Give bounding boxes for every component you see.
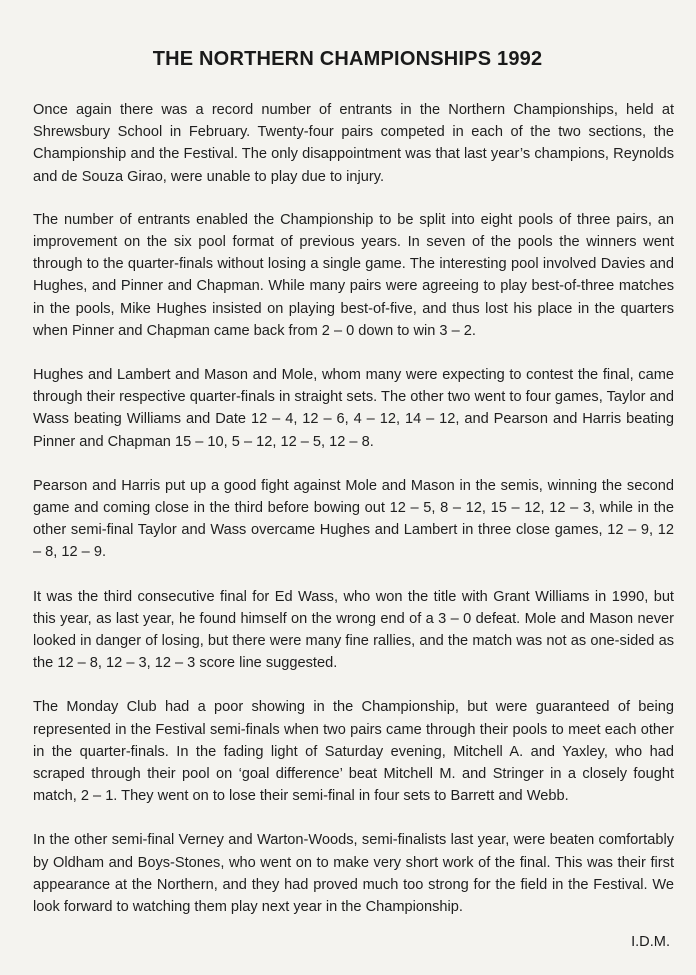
paragraph-6: The Monday Club had a poor showing in the Championship, but were guaranteed of being represented in the Festival semi-finals when two pairs came through their pools to meet each other in the quarter-finals. In the fading light of Saturday evening, Mitchell A. and Yaxley, who had scraped through their pool on ‘goal difference’ beat Mitchell M. and Stringer in a closely fought match, 2 – 1. They went on to lose their semi-final in four sets to Barrett and Webb. <box>33 699 674 805</box>
paragraph-2: The number of entrants enabled the Championship to be split into eight pools of three pairs, an improvement on the six pool format of previous years. In seven of the pools the winners went through to the quarter-finals without losing a single game. The interesting pool involved Davies and Hughes, and Pinner and Chapman. While many pairs were agreeing to play best-of-three matches in the pools, Mike Hughes insisted on playing best-of-five, and thus lost his place in the quarters when Pinner and Chapman came back from 2 – 0 down to win 3 – 2. <box>33 211 674 339</box>
page-title: THE NORTHERN CHAMPIONSHIPS 1992 <box>152 48 543 70</box>
paragraph-1: Once again there was a record number of entrants in the Northern Championships, held at Shrewsbury School in February. Twenty-four pairs competed in each of the two sections, the Championship and the Festival. The only disappointment was that last year’s champions, Reynolds and de Souza Girao, were unable to play due to injury. <box>33 102 674 185</box>
paragraph-3: Hughes and Lambert and Mason and Mole, whom many were expecting to contest the final, came through their respective quarter-finals in straight sets. The other two went to four games, Taylor and Wass beating Williams and Date 12 – 4, 12 – 6, 4 – 12, 14 – 12, and Pearson and Harris beating Pinner and Chapman 15 – 10, 5 – 12, 12 – 5, 12 – 8. <box>33 367 674 450</box>
paragraph-4: Pearson and Harris put up a good fight against Mole and Mason in the semis, winning the second game and coming close in the third before bowing out 12 – 5, 8 – 12, 15 – 12, 12 – 3, while in the other semi-final Taylor and Wass overcame Hughes and Lambert in three close games, 12 – 9, 12 – 8, 12 – 9. <box>33 477 674 561</box>
author-signature: I.D.M. <box>631 934 670 951</box>
paragraph-7: In the other semi-final Verney and Warton-Woods, semi-finalists last year, were beaten comfortably by Oldham and Boys-Stones, who went on to make very short work of the final. This was their first appearance at the Northern, and they had proved much too strong for the field in the Festival. We look forward to watching them play next year in the Championship. <box>33 832 674 916</box>
paragraph-5: It was the third consecutive final for Ed Wass, who won the title with Grant Williams in 1990, but this year, as last year, he found himself on the wrong end of a 3 – 0 defeat. Mole and Mason never looked in danger of losing, but there were many fine rallies, and the match was not as one-sided as the 12 – 8, 12 – 3, 12 – 3 score line suggested. <box>33 588 674 672</box>
